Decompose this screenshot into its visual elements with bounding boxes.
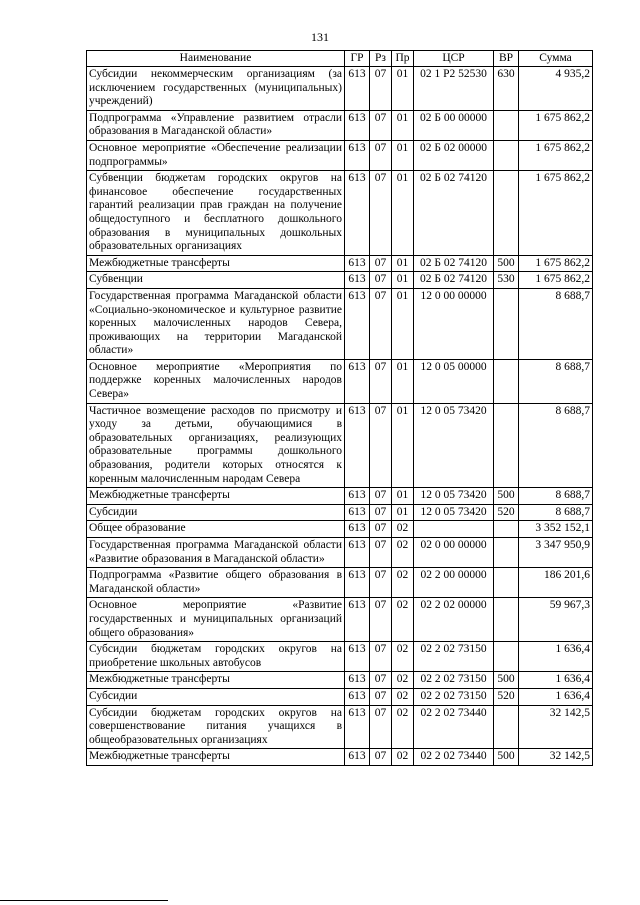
cell-name: Межбюджетные трансферты [87,255,345,272]
cell-csr [414,521,494,538]
cell-rz: 07 [370,140,392,170]
cell-pr: 01 [392,272,414,289]
cell-csr: 02 Б 02 74120 [414,255,494,272]
cell-sum: 1 675 862,2 [519,255,593,272]
cell-vr: 520 [494,688,519,705]
cell-pr: 01 [392,110,414,140]
cell-vr [494,568,519,598]
header-gr: ГР [345,51,370,67]
cell-pr: 01 [392,67,414,111]
cell-rz: 07 [370,67,392,111]
cell-sum: 8 688,7 [519,504,593,521]
cell-csr: 02 Б 02 74120 [414,171,494,256]
cell-csr: 12 0 05 00000 [414,359,494,403]
cell-name: Субсидии [87,688,345,705]
cell-vr: 520 [494,504,519,521]
cell-name: Подпрограмма «Управление развитием отрасли образования в Магаданской области» [87,110,345,140]
table-row [87,110,593,140]
cell-rz: 07 [370,359,392,403]
cell-rz: 07 [370,403,392,488]
cell-sum: 1 675 862,2 [519,171,593,256]
cell-rz: 07 [370,488,392,505]
cell-sum: 1 675 862,2 [519,272,593,289]
cell-gr: 613 [345,171,370,256]
cell-rz: 07 [370,672,392,689]
cell-pr: 02 [392,688,414,705]
cell-vr [494,538,519,568]
cell-rz: 07 [370,568,392,598]
cell-name: Основное мероприятие «Обеспечение реализации подпрограммы» [87,140,345,170]
cell-sum: 8 688,7 [519,288,593,359]
cell-vr [494,642,519,672]
cell-vr: 530 [494,272,519,289]
cell-csr: 02 2 00 00000 [414,568,494,598]
cell-name: Основное мероприятие «Мероприятия по поддержке коренных малочисленных народов Севера» [87,359,345,403]
cell-gr: 613 [345,568,370,598]
cell-vr [494,359,519,403]
cell-rz: 07 [370,642,392,672]
cell-rz: 07 [370,288,392,359]
cell-name: Субсидии некоммерческим организациям (за исключением государственных (муниципальных) учреждений) [87,67,345,111]
table-row [87,67,593,111]
cell-pr: 01 [392,504,414,521]
cell-name: Субсидии бюджетам городских округов на совершенствование питания учащихся в общеобразовательных организациях [87,705,345,749]
cell-csr: 02 1 Р2 52530 [414,67,494,111]
table-row [87,749,593,766]
cell-rz: 07 [370,110,392,140]
cell-sum: 1 636,4 [519,672,593,689]
cell-vr: 500 [494,672,519,689]
cell-pr: 01 [392,288,414,359]
cell-name: Межбюджетные трансферты [87,672,345,689]
cell-name: Межбюджетные трансферты [87,488,345,505]
cell-csr: 02 2 02 73440 [414,749,494,766]
cell-name: Субвенции бюджетам городских округов на финансовое обеспечение государственных гарантий реализации прав граждан на получение общедоступного и бесплатного дошкольного образования в муниципальных дошкольных образовательных организациях [87,171,345,256]
table-row [87,403,593,488]
cell-sum: 8 688,7 [519,359,593,403]
cell-pr: 01 [392,255,414,272]
cell-rz: 07 [370,272,392,289]
cell-csr: 02 2 02 73150 [414,672,494,689]
cell-pr: 02 [392,705,414,749]
cell-rz: 07 [370,255,392,272]
cell-csr: 02 2 02 73150 [414,688,494,705]
cell-gr: 613 [345,140,370,170]
cell-name: Субвенции [87,272,345,289]
cell-name: Субсидии бюджетам городских округов на приобретение школьных автобусов [87,642,345,672]
cell-gr: 613 [345,488,370,505]
cell-csr: 12 0 05 73420 [414,488,494,505]
cell-gr: 613 [345,67,370,111]
table-body [87,67,593,766]
cell-rz: 07 [370,521,392,538]
cell-sum: 186 201,6 [519,568,593,598]
table-row [87,521,593,538]
header-csr: ЦСР [414,51,494,67]
cell-csr: 02 Б 02 74120 [414,272,494,289]
budget-table [86,50,593,766]
table-row [87,272,593,289]
cell-name: Государственная программа Магаданской области «Развитие образования в Магаданской области» [87,538,345,568]
table-row [87,705,593,749]
cell-pr: 01 [392,403,414,488]
cell-vr [494,140,519,170]
cell-sum: 1 675 862,2 [519,110,593,140]
cell-rz: 07 [370,749,392,766]
cell-gr: 613 [345,538,370,568]
cell-sum: 59 967,3 [519,598,593,642]
cell-rz: 07 [370,705,392,749]
cell-rz: 07 [370,598,392,642]
cell-csr: 02 Б 02 00000 [414,140,494,170]
cell-gr: 613 [345,255,370,272]
header-sum: Сумма [519,51,593,67]
table-row [87,538,593,568]
table-row [87,171,593,256]
cell-pr: 02 [392,642,414,672]
cell-name: Подпрограмма «Развитие общего образования в Магаданской области» [87,568,345,598]
cell-vr [494,171,519,256]
table-row [87,288,593,359]
cell-name: Субсидии [87,504,345,521]
cell-sum: 8 688,7 [519,488,593,505]
cell-sum: 4 935,2 [519,67,593,111]
cell-rz: 07 [370,688,392,705]
table-row [87,488,593,505]
table-row [87,140,593,170]
table-row [87,642,593,672]
cell-csr: 12 0 05 73420 [414,504,494,521]
cell-csr: 12 0 00 00000 [414,288,494,359]
cell-pr: 02 [392,538,414,568]
cell-sum: 1 636,4 [519,642,593,672]
table-row [87,568,593,598]
cell-csr: 02 2 02 73150 [414,642,494,672]
table-header-row [87,51,593,67]
cell-sum: 3 352 152,1 [519,521,593,538]
cell-rz: 07 [370,504,392,521]
cell-sum: 3 347 950,9 [519,538,593,568]
cell-pr: 02 [392,568,414,598]
cell-pr: 02 [392,521,414,538]
cell-vr [494,521,519,538]
cell-csr: 02 2 02 73440 [414,705,494,749]
cell-name: Государственная программа Магаданской области «Социально-экономическое и культурное развитие коренных малочисленных народов Севера, проживающих на территории Магаданской области» [87,288,345,359]
cell-rz: 07 [370,171,392,256]
header-rz: Рз [370,51,392,67]
cell-sum: 1 636,4 [519,688,593,705]
cell-pr: 01 [392,359,414,403]
cell-gr: 613 [345,749,370,766]
cell-gr: 613 [345,359,370,403]
cell-gr: 613 [345,288,370,359]
cell-rz: 07 [370,538,392,568]
cell-pr: 01 [392,171,414,256]
cell-pr: 01 [392,140,414,170]
table-row [87,255,593,272]
cell-name: Основное мероприятие «Развитие государственных и муниципальных организаций общего образования» [87,598,345,642]
cell-vr [494,110,519,140]
cell-pr: 02 [392,672,414,689]
cell-csr: 12 0 05 73420 [414,403,494,488]
cell-vr: 500 [494,255,519,272]
cell-vr: 630 [494,67,519,111]
cell-vr [494,705,519,749]
cell-name: Межбюджетные трансферты [87,749,345,766]
cell-gr: 613 [345,110,370,140]
table-row [87,688,593,705]
cell-gr: 613 [345,688,370,705]
cell-gr: 613 [345,504,370,521]
cell-csr: 02 2 02 00000 [414,598,494,642]
header-vr: ВР [494,51,519,67]
cell-pr: 02 [392,749,414,766]
cell-name: Частичное возмещение расходов по присмотру и уходу за детьми, обучающимися в образовательных организациях, реализующих образовательные программы дошкольного образования, родители которых относятся к коренным малочисленным народам Севера [87,403,345,488]
cell-gr: 613 [345,521,370,538]
cell-pr: 01 [392,488,414,505]
table-row [87,504,593,521]
header-pr: Пр [392,51,414,67]
cell-sum: 1 675 862,2 [519,140,593,170]
cell-vr [494,288,519,359]
header-name: Наименование [87,51,345,67]
cell-gr: 613 [345,705,370,749]
cell-vr: 500 [494,488,519,505]
cell-sum: 32 142,5 [519,705,593,749]
cell-sum: 32 142,5 [519,749,593,766]
cell-gr: 613 [345,598,370,642]
cell-gr: 613 [345,272,370,289]
cell-sum: 8 688,7 [519,403,593,488]
cell-name: Общее образование [87,521,345,538]
table-row [87,598,593,642]
table-row [87,359,593,403]
cell-csr: 02 Б 00 00000 [414,110,494,140]
cell-pr: 02 [392,598,414,642]
cell-vr [494,598,519,642]
table-row [87,672,593,689]
cell-csr: 02 0 00 00000 [414,538,494,568]
footnote-divider [0,900,168,901]
cell-gr: 613 [345,672,370,689]
cell-gr: 613 [345,403,370,488]
cell-vr: 500 [494,749,519,766]
page-number: 131 [311,30,329,44]
cell-vr [494,403,519,488]
cell-gr: 613 [345,642,370,672]
